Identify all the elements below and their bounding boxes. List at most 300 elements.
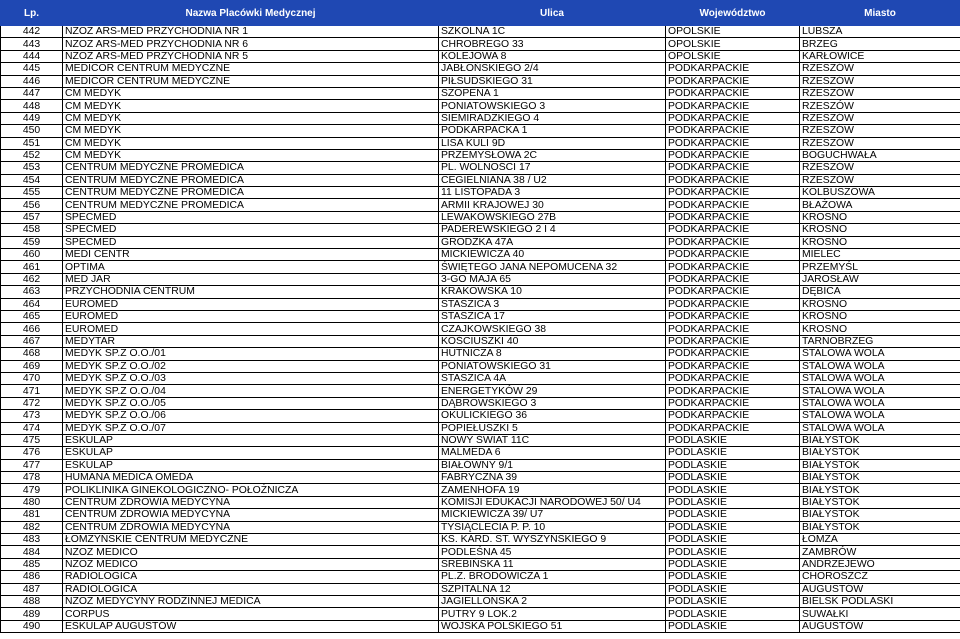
cell-street: STASZICA 17 xyxy=(439,310,666,322)
cell-voivodeship: PODKARPACKIE xyxy=(666,261,800,273)
cell-voivodeship: PODKARPACKIE xyxy=(666,63,800,75)
cell-lp: 444 xyxy=(1,50,63,62)
cell-name: MEDYK SP.Z O.O./02 xyxy=(63,360,439,372)
table-row xyxy=(1,521,960,533)
cell-street: KRAKOWSKA 10 xyxy=(439,286,666,298)
cell-lp: 447 xyxy=(1,87,63,99)
table-row xyxy=(1,484,960,496)
cell-name: SPECMED xyxy=(63,224,439,236)
cell-name: CENTRUM ZDROWIA MEDYCYNA xyxy=(63,521,439,533)
cell-name: ESKULAP xyxy=(63,447,439,459)
cell-street: PL.Z. BRODOWICZA 1 xyxy=(439,571,666,583)
table-row xyxy=(1,273,960,285)
cell-street: KOŚCIUSZKI 40 xyxy=(439,335,666,347)
cell-lp: 467 xyxy=(1,335,63,347)
cell-voivodeship: PODKARPACKIE xyxy=(666,410,800,422)
cell-city: KROSNO xyxy=(800,211,960,223)
cell-voivodeship: PODKARPACKIE xyxy=(666,298,800,310)
cell-voivodeship: PODLASKIE xyxy=(666,558,800,570)
cell-lp: 465 xyxy=(1,310,63,322)
cell-lp: 476 xyxy=(1,447,63,459)
cell-name: CM MEDYK xyxy=(63,100,439,112)
cell-street: PL. WOLNOŚCI 17 xyxy=(439,162,666,174)
header-voivodeship: Województwo xyxy=(666,1,800,26)
cell-lp: 479 xyxy=(1,484,63,496)
cell-name: ESKULAP AUGUSTÓW xyxy=(63,620,439,632)
cell-city: STALOWA WOLA xyxy=(800,385,960,397)
cell-street: SREBIŃSKA 11 xyxy=(439,558,666,570)
cell-lp: 463 xyxy=(1,286,63,298)
cell-street: JAGIELLOŃSKA 2 xyxy=(439,595,666,607)
cell-street: KOLEJOWA 8 xyxy=(439,50,666,62)
cell-name: CM MEDYK xyxy=(63,125,439,137)
table-row xyxy=(1,459,960,471)
cell-name: MEDICOR CENTRUM MEDYCZNE xyxy=(63,63,439,75)
cell-city: STALOWA WOLA xyxy=(800,372,960,384)
table-row xyxy=(1,422,960,434)
cell-voivodeship: PODLASKIE xyxy=(666,509,800,521)
cell-city: KARŁOWICE xyxy=(800,50,960,62)
cell-voivodeship: PODKARPACKIE xyxy=(666,87,800,99)
cell-city: RZESZÓW xyxy=(800,137,960,149)
cell-name: CM MEDYK xyxy=(63,112,439,124)
cell-lp: 461 xyxy=(1,261,63,273)
cell-name: SPECMED xyxy=(63,236,439,248)
table-row xyxy=(1,348,960,360)
cell-city: KROSNO xyxy=(800,224,960,236)
cell-voivodeship: PODKARPACKIE xyxy=(666,273,800,285)
cell-lp: 457 xyxy=(1,211,63,223)
table-row xyxy=(1,335,960,347)
cell-name: HUMANA MEDICA OMEDA xyxy=(63,472,439,484)
cell-city: DĘBICA xyxy=(800,286,960,298)
table-row xyxy=(1,558,960,570)
cell-city: BIAŁYSTOK xyxy=(800,521,960,533)
header-name: Nazwa Placówki Medycznej xyxy=(63,1,439,26)
cell-lp: 468 xyxy=(1,348,63,360)
cell-city: KROSNO xyxy=(800,310,960,322)
cell-city: STALOWA WOLA xyxy=(800,348,960,360)
cell-city: MIELEC xyxy=(800,249,960,261)
cell-voivodeship: PODKARPACKIE xyxy=(666,236,800,248)
cell-name: NZOZ MEDICO xyxy=(63,558,439,570)
cell-voivodeship: PODLASKIE xyxy=(666,620,800,632)
cell-voivodeship: PODKARPACKIE xyxy=(666,174,800,186)
cell-name: MEDYK SP.Z O.O./03 xyxy=(63,372,439,384)
cell-street: PODLEŚNA 45 xyxy=(439,546,666,558)
cell-street: PADEREWSKIEGO 2 I 4 xyxy=(439,224,666,236)
table-row xyxy=(1,249,960,261)
cell-name: MEDYK SP.Z O.O./01 xyxy=(63,348,439,360)
table-row xyxy=(1,224,960,236)
cell-lp: 454 xyxy=(1,174,63,186)
cell-city: BIAŁYSTOK xyxy=(800,496,960,508)
cell-lp: 474 xyxy=(1,422,63,434)
cell-lp: 490 xyxy=(1,620,63,632)
cell-city: BIAŁYSTOK xyxy=(800,509,960,521)
table-row xyxy=(1,26,960,38)
table-header xyxy=(1,1,960,26)
cell-voivodeship: PODKARPACKIE xyxy=(666,75,800,87)
cell-street: PIŁSUDSKIEGO 31 xyxy=(439,75,666,87)
cell-city: TARNOBRZEG xyxy=(800,335,960,347)
table-row xyxy=(1,310,960,322)
table-row xyxy=(1,397,960,409)
table-row xyxy=(1,298,960,310)
cell-name: CM MEDYK xyxy=(63,87,439,99)
cell-lp: 471 xyxy=(1,385,63,397)
table-row xyxy=(1,38,960,50)
cell-voivodeship: PODKARPACKIE xyxy=(666,187,800,199)
cell-lp: 485 xyxy=(1,558,63,570)
cell-street: SZKOLNA 1C xyxy=(439,26,666,38)
cell-name: RADIOLOGICA xyxy=(63,583,439,595)
cell-name: NZOZ MEDYCYNY RODZINNEJ MEDICA xyxy=(63,595,439,607)
cell-lp: 456 xyxy=(1,199,63,211)
cell-name: RADIOLOGICA xyxy=(63,571,439,583)
header-city: Miasto xyxy=(800,1,960,26)
cell-street: PONIATOWSKIEGO 3 xyxy=(439,100,666,112)
cell-lp: 472 xyxy=(1,397,63,409)
cell-city: RZESZÓW xyxy=(800,87,960,99)
cell-street: ŚWIĘTEGO JANA NEPOMUCENA 32 xyxy=(439,261,666,273)
header-row xyxy=(1,1,960,26)
cell-name: CENTRUM ZDROWIA MEDYCYNA xyxy=(63,509,439,521)
table-row xyxy=(1,112,960,124)
cell-city: CHOROSZCZ xyxy=(800,571,960,583)
cell-name: CENTRUM ZDROWIA MEDYCYNA xyxy=(63,496,439,508)
cell-voivodeship: PODKARPACKIE xyxy=(666,372,800,384)
cell-voivodeship: PODKARPACKIE xyxy=(666,224,800,236)
cell-voivodeship: PODLASKIE xyxy=(666,459,800,471)
cell-city: KROSNO xyxy=(800,298,960,310)
cell-city: JAROSŁAW xyxy=(800,273,960,285)
header-street: Ulica xyxy=(439,1,666,26)
cell-voivodeship: PODKARPACKIE xyxy=(666,249,800,261)
table-row xyxy=(1,372,960,384)
cell-lp: 478 xyxy=(1,472,63,484)
cell-lp: 470 xyxy=(1,372,63,384)
cell-street: SZPITALNA 12 xyxy=(439,583,666,595)
cell-name: CENTRUM MEDYCZNE PROMEDICA xyxy=(63,174,439,186)
table-row xyxy=(1,595,960,607)
cell-voivodeship: PODKARPACKIE xyxy=(666,348,800,360)
cell-street: PUTRY 9 LOK.2 xyxy=(439,608,666,620)
cell-name: MEDYK SP.Z O.O./06 xyxy=(63,410,439,422)
cell-name: MED JAR xyxy=(63,273,439,285)
cell-voivodeship: PODLASKIE xyxy=(666,608,800,620)
cell-city: ANDRZEJEWO xyxy=(800,558,960,570)
table-row xyxy=(1,447,960,459)
cell-lp: 475 xyxy=(1,434,63,446)
table-row xyxy=(1,360,960,372)
cell-street: POPIEŁUSZKI 5 xyxy=(439,422,666,434)
cell-city: BIAŁYSTOK xyxy=(800,434,960,446)
cell-voivodeship: PODKARPACKIE xyxy=(666,211,800,223)
cell-voivodeship: PODKARPACKIE xyxy=(666,323,800,335)
table-row xyxy=(1,534,960,546)
cell-voivodeship: PODKARPACKIE xyxy=(666,162,800,174)
table-row xyxy=(1,174,960,186)
cell-street: GRODZKA 47A xyxy=(439,236,666,248)
cell-city: KOLBUSZOWA xyxy=(800,187,960,199)
cell-city: RZESZÓW xyxy=(800,63,960,75)
cell-city: BIAŁYSTOK xyxy=(800,459,960,471)
table-row xyxy=(1,620,960,632)
cell-lp: 469 xyxy=(1,360,63,372)
cell-voivodeship: PODKARPACKIE xyxy=(666,335,800,347)
table-row xyxy=(1,100,960,112)
table-row xyxy=(1,125,960,137)
cell-name: NZOZ MEDICO xyxy=(63,546,439,558)
table-row xyxy=(1,75,960,87)
cell-voivodeship: PODLASKIE xyxy=(666,571,800,583)
cell-lp: 466 xyxy=(1,323,63,335)
cell-city: RZESZÓW xyxy=(800,125,960,137)
cell-name: EUROMED xyxy=(63,310,439,322)
cell-name: MEDYTAR xyxy=(63,335,439,347)
cell-voivodeship: PODKARPACKIE xyxy=(666,286,800,298)
cell-voivodeship: PODKARPACKIE xyxy=(666,125,800,137)
cell-lp: 446 xyxy=(1,75,63,87)
cell-lp: 452 xyxy=(1,149,63,161)
cell-name: CORPUS xyxy=(63,608,439,620)
cell-street: BIAŁÓWNY 9/1 xyxy=(439,459,666,471)
cell-city: SUWAŁKI xyxy=(800,608,960,620)
cell-city: BIAŁYSTOK xyxy=(800,484,960,496)
cell-street: CZAJKOWSKIEGO 38 xyxy=(439,323,666,335)
cell-name: PRZYCHODNIA CENTRUM xyxy=(63,286,439,298)
cell-street: CEGIELNIANA 38 / U2 xyxy=(439,174,666,186)
table-row xyxy=(1,137,960,149)
table-row xyxy=(1,211,960,223)
cell-name: SPECMED xyxy=(63,211,439,223)
header-lp: Lp. xyxy=(1,1,63,26)
cell-street: PONIATOWSKIEGO 31 xyxy=(439,360,666,372)
cell-street: PRZEMYSŁOWA 2C xyxy=(439,149,666,161)
cell-city: STALOWA WOLA xyxy=(800,397,960,409)
table-body xyxy=(1,26,960,633)
cell-lp: 443 xyxy=(1,38,63,50)
cell-voivodeship: PODLASKIE xyxy=(666,472,800,484)
cell-name: CENTRUM MEDYCZNE PROMEDICA xyxy=(63,162,439,174)
cell-lp: 442 xyxy=(1,26,63,38)
cell-street: WOJSKA POLSKIEGO 51 xyxy=(439,620,666,632)
table-row xyxy=(1,261,960,273)
cell-street: KS. KARD. ST. WYSZYŃSKIEGO 9 xyxy=(439,534,666,546)
cell-voivodeship: PODKARPACKIE xyxy=(666,100,800,112)
cell-name: MEDYK SP.Z O.O./05 xyxy=(63,397,439,409)
cell-voivodeship: PODKARPACKIE xyxy=(666,360,800,372)
cell-lp: 481 xyxy=(1,509,63,521)
cell-street: HUTNICZA 8 xyxy=(439,348,666,360)
cell-lp: 458 xyxy=(1,224,63,236)
cell-city: AUGUSTÓW xyxy=(800,620,960,632)
table-row xyxy=(1,434,960,446)
cell-voivodeship: PODLASKIE xyxy=(666,434,800,446)
cell-voivodeship: PODKARPACKIE xyxy=(666,310,800,322)
cell-street: SIEMIRADZKIEGO 4 xyxy=(439,112,666,124)
cell-street: LISA KULI 9D xyxy=(439,137,666,149)
cell-lp: 473 xyxy=(1,410,63,422)
cell-lp: 484 xyxy=(1,546,63,558)
cell-voivodeship: PODLASKIE xyxy=(666,546,800,558)
cell-name: MEDI CENTR xyxy=(63,249,439,261)
cell-name: ESKULAP xyxy=(63,434,439,446)
cell-voivodeship: PODKARPACKIE xyxy=(666,137,800,149)
cell-voivodeship: PODKARPACKIE xyxy=(666,199,800,211)
cell-street: KOMISJI EDUKACJI NARODOWEJ 50/ U4 xyxy=(439,496,666,508)
table-row xyxy=(1,410,960,422)
table-row xyxy=(1,199,960,211)
table-row xyxy=(1,149,960,161)
cell-lp: 451 xyxy=(1,137,63,149)
cell-lp: 477 xyxy=(1,459,63,471)
cell-city: BOGUCHWAŁA xyxy=(800,149,960,161)
cell-street: DĄBROWSKIEGO 3 xyxy=(439,397,666,409)
cell-city: PRZEMYŚL xyxy=(800,261,960,273)
cell-name: NZOZ ARS-MED PRZYCHODNIA NR 5 xyxy=(63,50,439,62)
cell-lp: 483 xyxy=(1,534,63,546)
cell-city: BŁAŻOWA xyxy=(800,199,960,211)
cell-lp: 489 xyxy=(1,608,63,620)
table-row xyxy=(1,509,960,521)
table-row xyxy=(1,571,960,583)
cell-voivodeship: PODLASKIE xyxy=(666,447,800,459)
cell-lp: 448 xyxy=(1,100,63,112)
cell-street: OKULICKIEGO 36 xyxy=(439,410,666,422)
cell-city: ŁOMŻA xyxy=(800,534,960,546)
cell-city: RZESZÓW xyxy=(800,162,960,174)
cell-voivodeship: PODLASKIE xyxy=(666,583,800,595)
cell-name: CM MEDYK xyxy=(63,137,439,149)
cell-voivodeship: PODLASKIE xyxy=(666,484,800,496)
cell-lp: 459 xyxy=(1,236,63,248)
cell-voivodeship: PODKARPACKIE xyxy=(666,112,800,124)
cell-city: STALOWA WOLA xyxy=(800,410,960,422)
cell-voivodeship: OPOLSKIE xyxy=(666,26,800,38)
table-row xyxy=(1,236,960,248)
table-row xyxy=(1,472,960,484)
cell-lp: 449 xyxy=(1,112,63,124)
cell-street: TYSIĄCLECIA P. P. 10 xyxy=(439,521,666,533)
cell-lp: 453 xyxy=(1,162,63,174)
cell-name: MEDICOR CENTRUM MEDYCZNE xyxy=(63,75,439,87)
cell-name: CENTRUM MEDYCZNE PROMEDICA xyxy=(63,199,439,211)
cell-voivodeship: PODLASKIE xyxy=(666,521,800,533)
table-row xyxy=(1,63,960,75)
cell-lp: 486 xyxy=(1,571,63,583)
cell-voivodeship: PODKARPACKIE xyxy=(666,385,800,397)
cell-voivodeship: PODKARPACKIE xyxy=(666,397,800,409)
cell-city: STALOWA WOLA xyxy=(800,422,960,434)
table-row xyxy=(1,187,960,199)
cell-name: MEDYK SP.Z O.O./04 xyxy=(63,385,439,397)
cell-street: STASZICA 3 xyxy=(439,298,666,310)
cell-voivodeship: PODKARPACKIE xyxy=(666,149,800,161)
cell-lp: 460 xyxy=(1,249,63,261)
cell-street: SZOPENA 1 xyxy=(439,87,666,99)
cell-lp: 455 xyxy=(1,187,63,199)
table-row xyxy=(1,323,960,335)
cell-street: JABŁOŃSKIEGO 2/4 xyxy=(439,63,666,75)
table-row xyxy=(1,496,960,508)
cell-name: EUROMED xyxy=(63,298,439,310)
table-row xyxy=(1,385,960,397)
cell-lp: 450 xyxy=(1,125,63,137)
cell-voivodeship: PODLASKIE xyxy=(666,534,800,546)
cell-city: ZAMBRÓW xyxy=(800,546,960,558)
cell-street: LEWAKOWSKIEGO 27B xyxy=(439,211,666,223)
cell-city: STALOWA WOLA xyxy=(800,360,960,372)
table-row xyxy=(1,162,960,174)
cell-lp: 480 xyxy=(1,496,63,508)
cell-street: 3-GO MAJA 65 xyxy=(439,273,666,285)
cell-street: PODKARPACKA 1 xyxy=(439,125,666,137)
cell-lp: 487 xyxy=(1,583,63,595)
cell-voivodeship: OPOLSKIE xyxy=(666,50,800,62)
cell-city: KROSNO xyxy=(800,236,960,248)
cell-street: ENERGETYKÓW 29 xyxy=(439,385,666,397)
cell-street: CHROBREGO 33 xyxy=(439,38,666,50)
cell-lp: 462 xyxy=(1,273,63,285)
cell-name: NZOZ ARS-MED PRZYCHODNIA NR 6 xyxy=(63,38,439,50)
cell-name: CENTRUM MEDYCZNE PROMEDICA xyxy=(63,187,439,199)
table-row xyxy=(1,87,960,99)
table-row xyxy=(1,583,960,595)
table-row xyxy=(1,286,960,298)
cell-street: FABRYCZNA 39 xyxy=(439,472,666,484)
cell-city: RZESZÓW xyxy=(800,174,960,186)
cell-lp: 482 xyxy=(1,521,63,533)
cell-city: BIAŁYSTOK xyxy=(800,472,960,484)
cell-city: RZESZÓW xyxy=(800,100,960,112)
cell-name: ŁOMŻYŃSKIE CENTRUM MEDYCZNE xyxy=(63,534,439,546)
cell-street: MICKIEWICZA 40 xyxy=(439,249,666,261)
cell-city: RZESZÓW xyxy=(800,112,960,124)
cell-name: NZOZ ARS-MED PRZYCHODNIA NR 1 xyxy=(63,26,439,38)
cell-name: POLIKLINIKA GINEKOLOGICZNO- POŁOŻNICZA xyxy=(63,484,439,496)
cell-lp: 464 xyxy=(1,298,63,310)
cell-lp: 445 xyxy=(1,63,63,75)
cell-city: KROSNO xyxy=(800,323,960,335)
cell-name: CM MEDYK xyxy=(63,149,439,161)
cell-name: OPTIMA xyxy=(63,261,439,273)
cell-city: BIELSK PODLASKI xyxy=(800,595,960,607)
cell-street: NOWY ŚWIAT 11C xyxy=(439,434,666,446)
cell-city: BRZEG xyxy=(800,38,960,50)
cell-city: LUBSZA xyxy=(800,26,960,38)
cell-city: RZESZÓW xyxy=(800,75,960,87)
table-row xyxy=(1,608,960,620)
cell-name: EUROMED xyxy=(63,323,439,335)
table-row xyxy=(1,50,960,62)
cell-lp: 488 xyxy=(1,595,63,607)
cell-street: STASZICA 4A xyxy=(439,372,666,384)
cell-name: ESKULAP xyxy=(63,459,439,471)
cell-city: AUGUSTÓW xyxy=(800,583,960,595)
cell-voivodeship: PODKARPACKIE xyxy=(666,422,800,434)
cell-voivodeship: OPOLSKIE xyxy=(666,38,800,50)
cell-city: BIAŁYSTOK xyxy=(800,447,960,459)
cell-voivodeship: PODLASKIE xyxy=(666,496,800,508)
cell-name: MEDYK SP.Z O.O./07 xyxy=(63,422,439,434)
cell-street: MICKIEWICZA 39/ U7 xyxy=(439,509,666,521)
cell-street: ARMII KRAJOWEJ 30 xyxy=(439,199,666,211)
cell-street: MALMEDA 6 xyxy=(439,447,666,459)
cell-voivodeship: PODLASKIE xyxy=(666,595,800,607)
table-row xyxy=(1,546,960,558)
